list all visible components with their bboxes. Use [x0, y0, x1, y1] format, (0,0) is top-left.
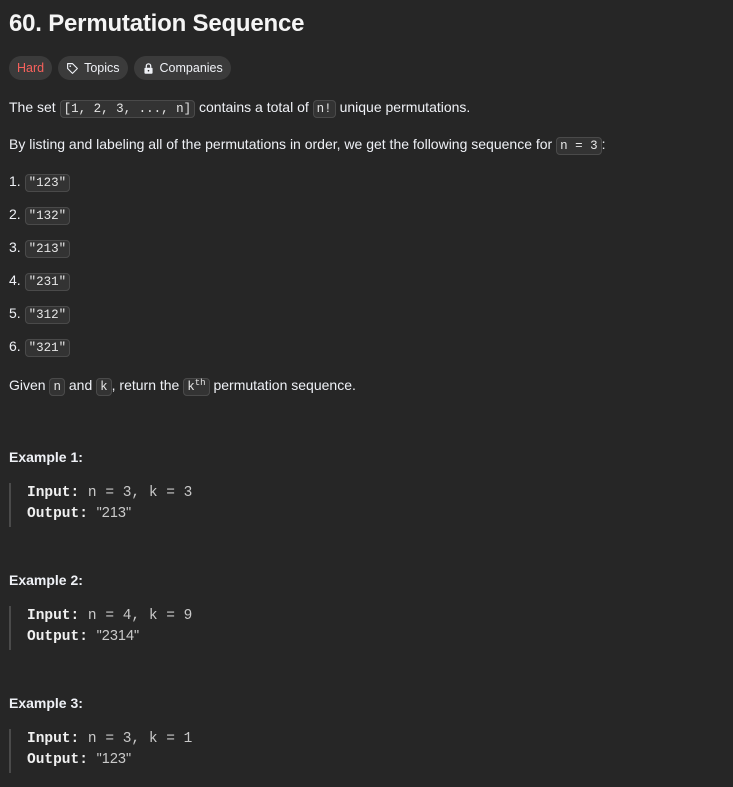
- lock-icon: [142, 62, 155, 75]
- list-item: 6. "321": [9, 336, 70, 358]
- difficulty-badge: Hard: [9, 56, 52, 80]
- example-2-block: Input: n = 4, k = 9 Output: "2314": [9, 606, 309, 650]
- inline-code: k: [96, 378, 112, 396]
- list-item: 4. "231": [9, 270, 70, 292]
- companies-label: Companies: [159, 61, 223, 75]
- inline-code: n!: [313, 100, 336, 118]
- inline-code: n: [49, 378, 65, 396]
- topics-label: Topics: [84, 61, 120, 75]
- list-item: 2. "132": [9, 204, 70, 226]
- list-item: 3. "213": [9, 237, 70, 259]
- example-1-title: Example 1:: [9, 449, 83, 465]
- problem-title: 60. Permutation Sequence: [9, 10, 305, 37]
- list-item: 5. "312": [9, 303, 70, 325]
- tag-icon: [66, 62, 79, 75]
- description-paragraph-1: The set [1, 2, 3, ..., n] contains a total of n! unique permutations.: [9, 99, 471, 116]
- inline-code: "123": [25, 174, 71, 192]
- inline-code: "132": [25, 207, 71, 225]
- inline-code: "213": [25, 240, 71, 258]
- topics-button[interactable]: [58, 56, 127, 80]
- tag-row: [9, 56, 231, 80]
- inline-code: "321": [25, 339, 71, 357]
- example-1-block: Input: n = 3, k = 3 Output: "213": [9, 483, 309, 527]
- description-paragraph-3: Given n and k , return the $k^{th}$ permutation sequence.: [9, 377, 356, 395]
- inline-code: [1, 2, 3, ..., n]: [60, 100, 196, 118]
- example-3-block: Input: n = 3, k = 1 Output: "123": [9, 729, 309, 773]
- inline-code: "312": [25, 306, 71, 324]
- inline-code: n = 3: [556, 137, 602, 155]
- companies-button[interactable]: [134, 56, 231, 80]
- inline-code: $k^{th}$: [183, 378, 209, 396]
- example-2-title: Example 2:: [9, 572, 83, 588]
- example-3-title: Example 3:: [9, 695, 83, 711]
- description-paragraph-2: By listing and labeling all of the permutations in order, we get the following sequence for n = 3 :: [9, 136, 606, 153]
- inline-code: "231": [25, 273, 71, 291]
- list-item: 1. "123": [9, 171, 70, 193]
